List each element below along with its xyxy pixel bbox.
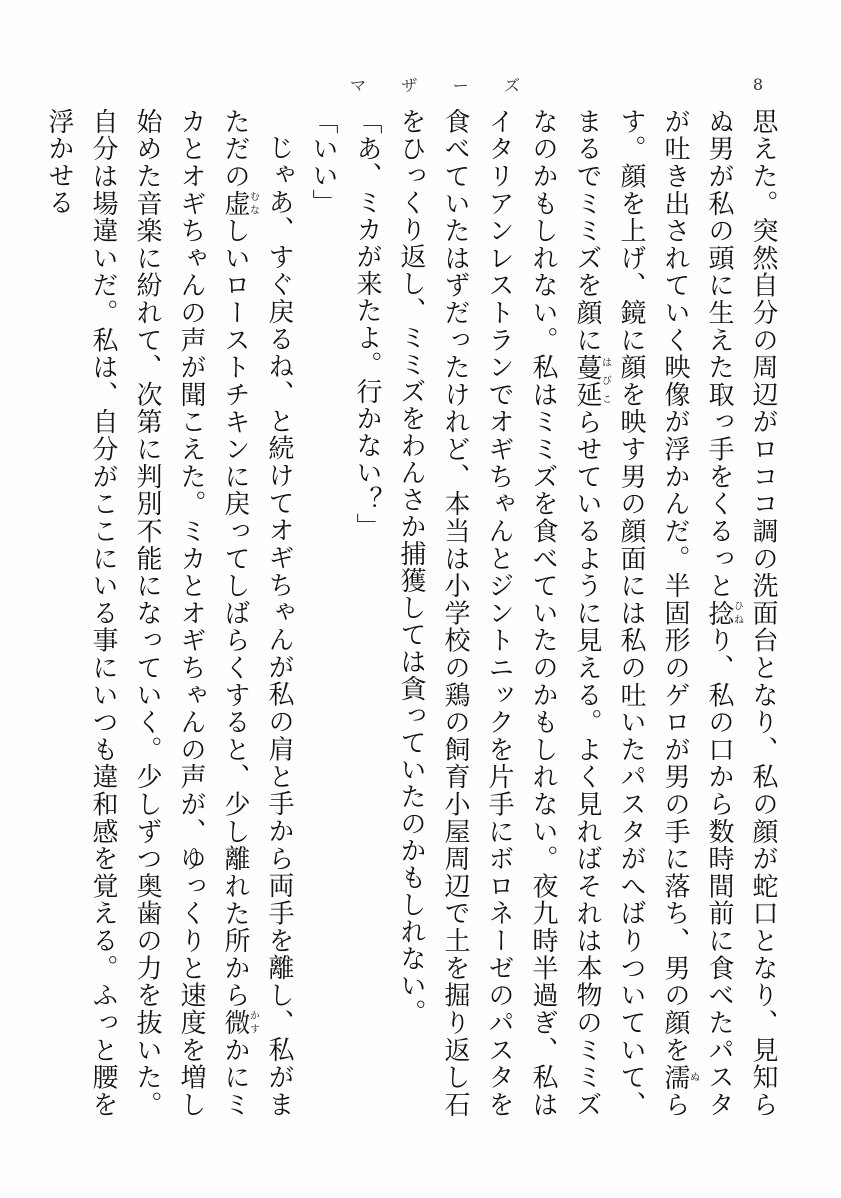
furigana: ひね — [731, 599, 743, 627]
text-segment: らす。顔を上げ、鏡に顔を映す男の顔面には私の吐いたパスタがへばりついていて、まるでミミズを顔に — [572, 108, 690, 1119]
furigana: むな — [247, 189, 259, 217]
running-title-char: ー — [452, 76, 469, 95]
vertical-body-text — [44, 108, 785, 1119]
text-segment: 「いい」 — [308, 108, 338, 216]
running-title-char: マ — [350, 76, 367, 95]
running-title-char: ザ — [401, 76, 418, 95]
text-segment: しいローストチキンに戻ってしばらくすると、少し離れた所から — [220, 217, 250, 1010]
ruby-base: 捻 — [704, 599, 734, 627]
furigana: かす — [247, 1009, 259, 1037]
text-segment: らせているように見える。よく見ればそれは本物のミミズなのかもしれない。私はミミズを食べていたのかもしれない。夜九時半過ぎ、私はイタリアンレストランでオギちゃんとジントニックを片手にボロネーゼのパスタを食べていたはずだったけれど、本当は小学校の鶏の飼育小屋周辺で土を掘り返し石をひっくり返し、ミミズをわんさか捕獲しては貪っていたのかもしれない。 — [396, 108, 602, 1119]
page-number: 8 — [752, 75, 764, 94]
ruby-base: 虚 — [220, 189, 250, 218]
paragraph — [37, 108, 301, 1118]
ruby-base: 蔓延 — [572, 353, 602, 409]
text-segment: 「あ、ミカが来たよ。行かない？」 — [352, 108, 382, 540]
running-title — [350, 72, 520, 100]
text-segment: じゃあ、すぐ戻るね、と続けてオギちゃんが私の肩と手から両手を離し、私がまただの — [220, 108, 294, 1118]
text-segment: かにミカとオギちゃんの声が聞こえた。ミカとオギちゃんの声が、ゆっくりと速度を増し始めた音楽に紛れて、次第に判別不能になっていく。少しずつ奥歯の力を抜いた。自分は場違いだ。私は、自分がここにいる事にいつも違和感を覚える。ふっと腰を浮かせる — [44, 108, 250, 1119]
ruby-word — [220, 1009, 259, 1037]
text-segment: 思えた。突然自分の周辺がロココ調の洗面台となり、私の顔が蛇口となり、見知らぬ男が私の頭に生えた取っ手をくるっと — [704, 108, 778, 1118]
furigana: ぬ — [687, 1063, 699, 1091]
dialogue-line — [345, 108, 389, 1118]
furigana: はびこ — [599, 353, 611, 409]
ruby-word — [220, 189, 259, 218]
paragraph — [389, 108, 785, 1118]
ruby-word — [704, 599, 743, 627]
running-title-char: ズ — [503, 76, 520, 95]
ruby-base: 微 — [220, 1009, 250, 1037]
ruby-word — [572, 353, 611, 409]
ruby-base: 濡 — [660, 1063, 690, 1092]
text-segment: り、私の口から数時間前に食べたパスタが吐き出されていく映像が浮かんだ。半固形のゲロが男の手に落ち、男の顔を — [660, 108, 734, 1119]
ruby-word — [660, 1063, 699, 1092]
dialogue-line — [301, 108, 345, 1118]
